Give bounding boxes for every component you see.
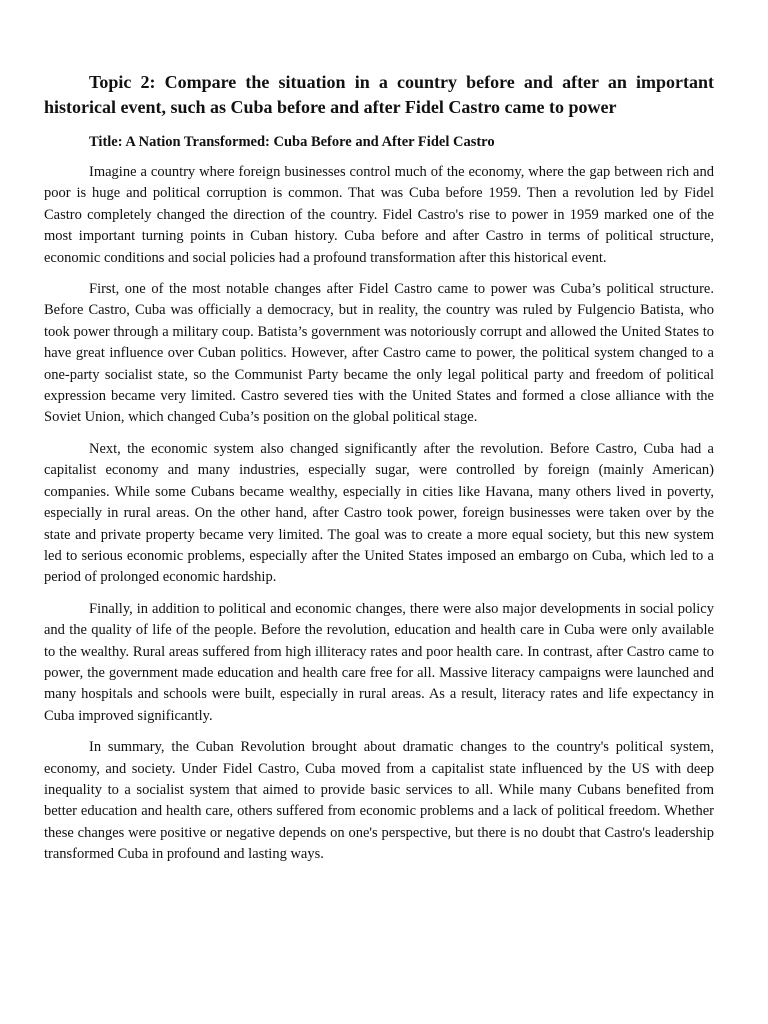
essay-topic: Topic 2: Compare the situation in a country before and after an important historical event, such as Cuba before and after Fidel Castro came to power: [44, 72, 714, 117]
paragraph-economic-system: Next, the economic system also changed significantly after the revolution. Before Castro, Cuba had a capitalist economy and many industries, especially sugar, were controlled by foreign (mainly American) companies. While some Cubans became wealthy, especially in cities like Havana, many others lived in poverty, especially in rural areas. On the other hand, after Castro took power, foreign businesses were taken over by the state and private property became very limited. The goal was to create a more equal society, but this new system led to serious economic problems, especially after the United States imposed an embargo on Cuba, which led to a period of prolonged economic hardship.: [44, 440, 714, 586]
paragraph-introduction: Imagine a country where foreign businesses control much of the economy, where the gap between rich and poor is huge and political corruption is common. That was Cuba before 1959. Then a revolution led by Fidel Castro completely changed the direction of the country. Fidel Castro's rise to power in 1959 marked one of the most important turning points in Cuban history. Cuba before and after Castro in terms of political structure, economic conditions and social policies had a profound transformation after this historical event.: [44, 164, 714, 266]
paragraph-summary: In summary, the Cuban Revolution brought about dramatic changes to the country's political system, economy, and society. Under Fidel Castro, Cuba moved from a capitalist state influenced by the US with deep inequality to a socialist system that aimed to provide basic services to all. While many Cubans benefited from better education and health care, others suffered from economic problems and a lack of political freedom. Whether these changes were positive or negative depends on one's perspective, but there is no doubt that Castro's leadership transformed Cuba in profound and lasting ways.: [44, 739, 714, 863]
paragraph-political-structure: First, one of the most notable changes after Fidel Castro came to power was Cuba’s political structure. Before Castro, Cuba was officially a democracy, but in reality, the country was ruled by Fulgencio Batista, who took power through a military coup. Batista’s government was notoriously corrupt and allowed the United States to have great influence over Cuban politics. However, after Castro came to power, the political system changed to a one-party socialist state, so the Communist Party became the only legal political party and freedom of political expression became very limited. Castro severed ties with the United States and formed a close alliance with the Soviet Union, which changed Cuba’s position on the global political stage.: [44, 281, 714, 426]
document-page: [44, 70, 714, 876]
paragraph-social-policy: Finally, in addition to political and economic changes, there were also major developments in social policy and the quality of life of the people. Before the revolution, education and health care in Cuba were only available to the wealthy. Rural areas suffered from high illiteracy rates and poor health care. In contrast, after Castro came to power, the government made education and health care free for all. Massive literacy campaigns were launched and many hospitals and schools were built, especially in rural areas. As a result, literacy rates and life expectancy in Cuba improved significantly.: [44, 600, 714, 724]
essay-title: Title: A Nation Transformed: Cuba Before and After Fidel Castro: [89, 134, 495, 150]
